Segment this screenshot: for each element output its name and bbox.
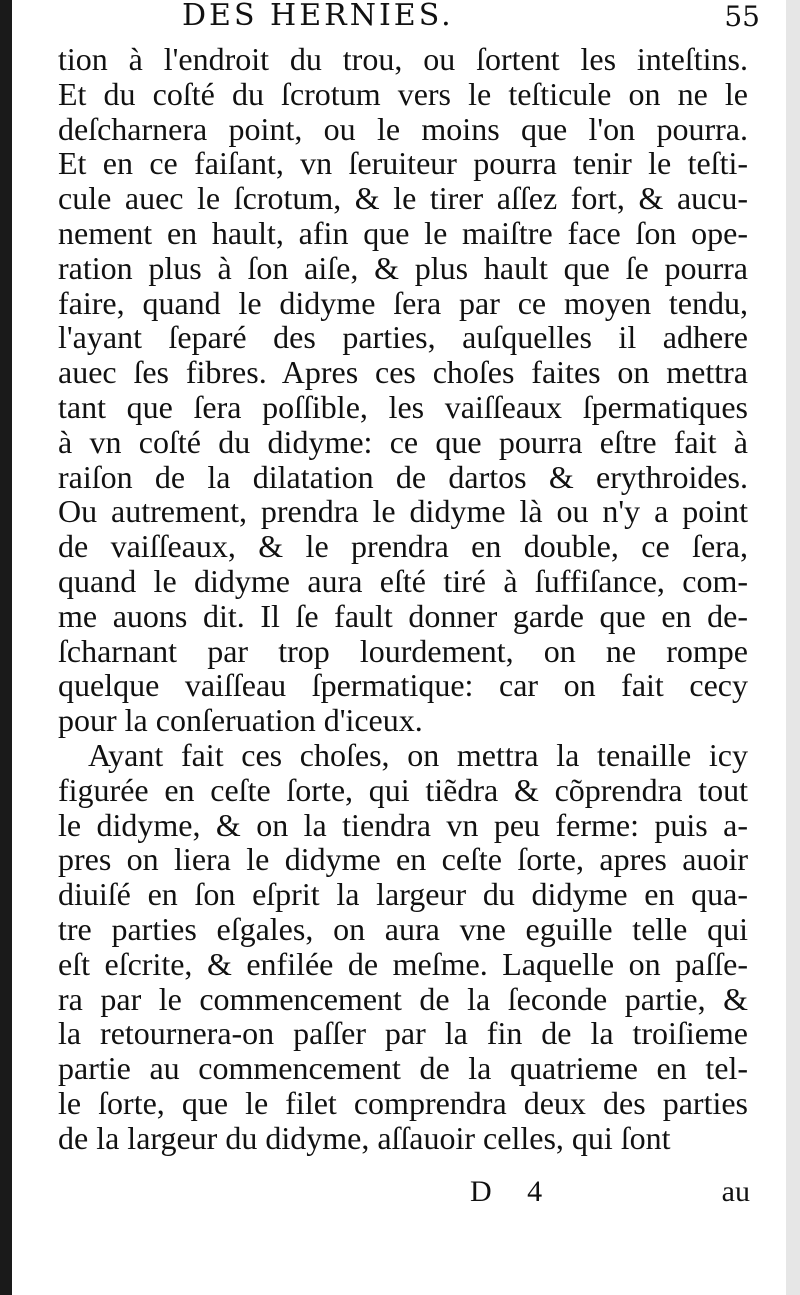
- signature-mark: D 4: [470, 1175, 557, 1208]
- page-left-shadow: [0, 0, 12, 1295]
- text-line: tant que ſera poſſible, les vaiſſeaux ſpermatiques: [58, 388, 748, 425]
- text-line: tre parties eſgales, on aura vne eguille telle qui: [58, 910, 748, 947]
- text-line: ſcharnant par trop lourdement, on ne rompe: [58, 632, 748, 669]
- text-line: quelque vaiſſeau ſpermatique: car on fait cecy: [58, 667, 748, 704]
- page-number: 55: [724, 0, 760, 33]
- body-text: [58, 42, 748, 1156]
- text-line: Ou autrement, prendra le didyme là ou n'y a point: [58, 493, 748, 530]
- text-line: pres on liera le didyme en ceſte ſorte, apres auoir: [58, 841, 748, 878]
- text-line: Et du coſté du ſcrotum vers le teſticule on ne le: [58, 75, 748, 112]
- text-line: de vaiſſeaux, & le prendra en double, ce ſera,: [58, 528, 748, 565]
- paragraph: [58, 738, 748, 1156]
- text-line: deſcharnera point, ou le moins que l'on pourra.: [58, 110, 748, 147]
- text-line: partie au commencement de la quatrieme en tel-: [58, 1050, 748, 1087]
- text-line: nement en hault, afin que le maiſtre face ſon ope-: [58, 214, 748, 251]
- text-line: me auons dit. Il ſe fault donner garde que en de-: [58, 597, 748, 634]
- text-line: ration plus à ſon aiſe, & plus hault que ſe pourra: [58, 249, 748, 286]
- text-line: ra par le commencement de la ſeconde partie, &: [58, 980, 748, 1017]
- page-right-edge: [786, 0, 800, 1295]
- text-line: raiſon de la dilatation de dartos & erythroides.: [58, 458, 748, 495]
- page-header: [60, 0, 760, 38]
- text-line: quand le didyme aura eſté tiré à ſuffiſance, com-: [58, 562, 748, 599]
- text-line: faire, quand le didyme ſera par ce moyen tendu,: [58, 284, 748, 321]
- text-line: de la largeur du didyme, aſſauoir celles, qui ſont: [58, 1119, 671, 1156]
- text-line: l'ayant ſeparé des parties, auſquelles il adhere: [58, 319, 748, 356]
- catchword: au: [721, 1175, 750, 1208]
- paragraph: [58, 42, 748, 738]
- text-line: eſt eſcrite, & enfilée de meſme. Laquelle on paſſe-: [58, 945, 748, 982]
- text-line: figurée en ceſte ſorte, qui tiẽdra & cõprendra tout: [58, 771, 748, 808]
- text-line: le didyme, & on la tiendra vn peu ferme: puis a-: [58, 806, 748, 843]
- text-line: Ayant fait ces choſes, on mettra la tenaille icy: [88, 736, 748, 773]
- text-line: diuiſé en ſon eſprit la largeur du didyme en qua-: [58, 876, 748, 913]
- text-line: auec ſes fibres. Apres ces choſes faites on mettra: [58, 354, 748, 391]
- text-line: tion à l'endroit du trou, ou ſortent les inteſtins.: [58, 41, 748, 77]
- text-line: pour la conſeruation d'iceux.: [58, 702, 423, 739]
- text-line: le ſorte, que le filet comprendra deux des parties: [58, 1084, 748, 1121]
- text-line: la retournera-on paſſer par la fin de la troiſieme: [58, 1015, 748, 1052]
- page-footer: [470, 1175, 750, 1215]
- running-head: DES HERNIES.: [182, 0, 454, 33]
- text-line: à vn coſté du didyme: ce que pourra eſtre fait à: [58, 423, 748, 460]
- text-line: Et en ce faiſant, vn ſeruiteur pourra tenir le teſti-: [58, 145, 748, 182]
- text-line: cule auec le ſcrotum, & le tirer aſſez fort, & aucu-: [58, 180, 748, 217]
